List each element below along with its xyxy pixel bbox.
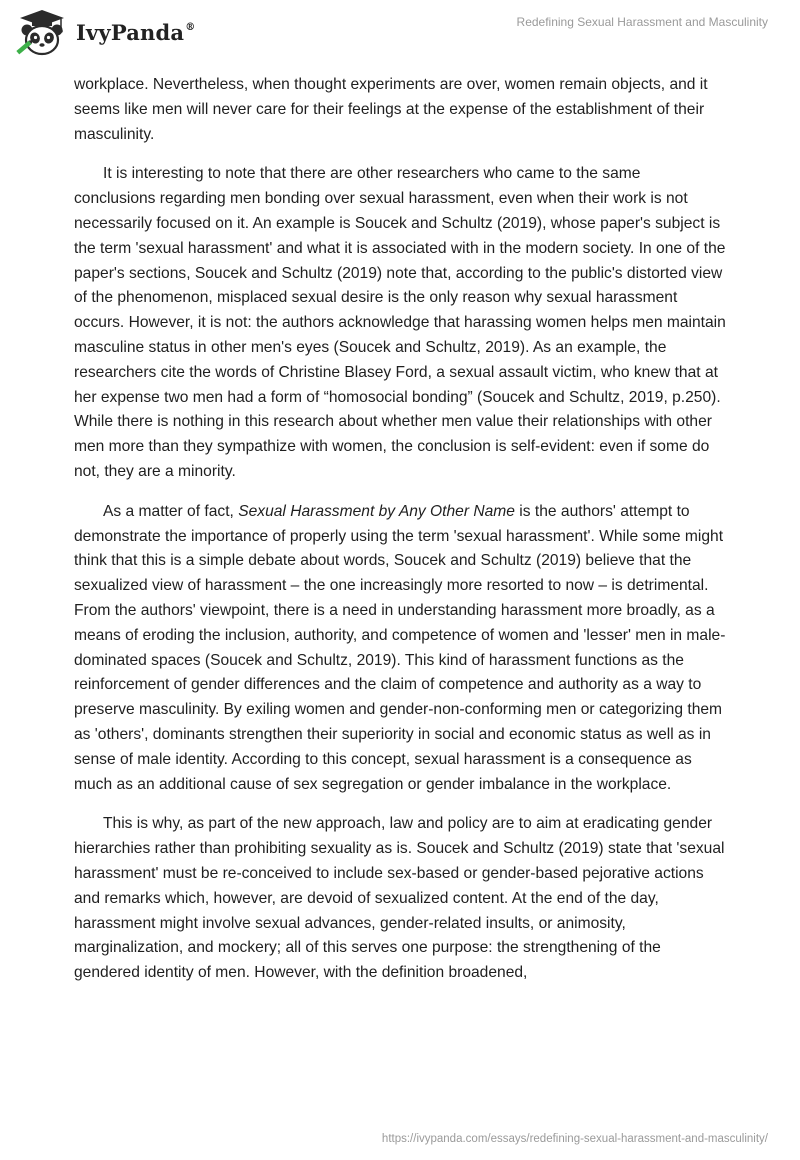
paragraph-2: It is interesting to note that there are other researchers who came to the same conclusions regarding men bonding over sexual harassment, even when their work is not necessarily focused on it. An example is Soucek and Schultz (2019), whose paper's subject is the term 'sexual harassment' and what it is associated with in the modern society. In one of the paper's sections, Soucek and Schultz (2019) note that, according to the public's distorted view of the phenomenon, misplaced sexual desire is the only reason why sexual harassment occurs. However, it is not: the authors acknowledge that harassing women helps men maintain masculine status in other men's eyes (Soucek and Schultz, 2019). As an example, the researchers cite the words of Christine Blasey Ford, a sexual assault victim, who knew that at her expense two men had a form of “homosocial bonding” (Soucek and Schultz, 2019, p.250). While there is nothing in this research about whether men value their relationships with other men more than they sympathize with women, the conclusion is self-evident: even if some do not, they are a minority. xyxy=(74,165,726,480)
cited-work-title: Sexual Harassment by Any Other Name xyxy=(238,502,515,520)
registered-mark: ® xyxy=(185,21,196,33)
brand-name: IvyPanda® xyxy=(76,19,196,45)
paragraph-4: This is why, as part of the new approach, law and policy are to aim at eradicating gender hierarchies rather than prohibiting sexuality as is. Soucek and Schultz (2019) state that 'sexual harassment' must be re-conceived to include sex-based or gender-based pejorative actions and remarks which, however, are devoid of sexualized content. At the end of the day, harassment might involve sexual advances, gender-related insults, or animosity, marginalization, and mockery; all of this serves one purpose: the strengthening of the gendered identity of men. However, with the definition broadened, xyxy=(74,815,725,982)
brand-logo[interactable] xyxy=(14,8,195,58)
source-url[interactable]: https://ivypanda.com/essays/redefining-sexual-harassment-and-masculinity/ xyxy=(381,1133,768,1145)
paragraph-3-rest: is the authors' attempt to demonstrate the importance of properly using the term 'sexual harassment'. While some might think that this is a simple debate about words, Soucek and Schultz (2019) believe that the sexualized view of harassment – the one increasingly more resorted to now – is detrimental. From the authors' viewpoint, there is a need in understanding harassment more broadly, as a means of eroding the inclusion, authority, and competence of women and 'lesser' men in male-dominated spaces (Soucek and Schultz, 2019). This kind of harassment functions as the reinforcement of gender differences and the claim of competence and authority as a way to preserve masculinity. By exiling women and gender-non-conforming men or categorizing them as 'others', dominants strengthen their superiority in social and economic status as well as in sense of male identity. According to this concept, sexual harassment is a consequence as much as an additional cause of sex segregation or gender imbalance in the workplace. xyxy=(74,502,726,793)
page-header xyxy=(0,0,800,70)
panda-graduation-cap-icon xyxy=(14,8,70,58)
paragraph-3 xyxy=(74,500,726,798)
paragraph-1: workplace. Nevertheless, when thought experiments are over, women remain objects, and it seems like men will never care for their feelings at the expense of the establishment of their masculinity. xyxy=(74,76,708,143)
paragraph-3-start: As a matter of fact, xyxy=(103,502,239,520)
essay-body xyxy=(74,73,726,1001)
document-title: Redefining Sexual Harassment and Masculinity xyxy=(516,15,768,29)
